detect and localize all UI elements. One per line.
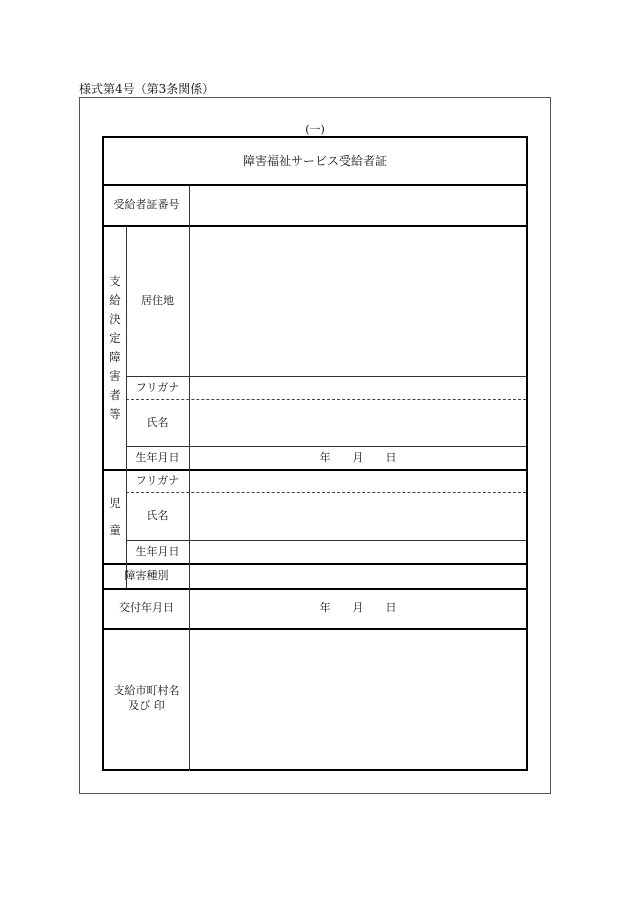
- birthdate-label: 生年月日: [135, 450, 180, 464]
- furigana-label: フリガナ: [135, 380, 180, 394]
- group-label-decided-person: 支 給 決 定 障 害 者 等: [109, 273, 121, 421]
- disability-type-label: 障害種別: [124, 568, 169, 582]
- municipality-seal-label: 支給市町村名 及び 印: [113, 684, 180, 712]
- issue-date-label: 交付年月日: [119, 601, 174, 615]
- birthdate-field: 年 月 日: [319, 450, 397, 464]
- address-label: 居住地: [141, 293, 174, 307]
- child-birthdate-label: 生年月日: [135, 544, 180, 558]
- page-number: (一): [305, 123, 325, 136]
- certificate-title: 障害福祉サービス受給者証: [242, 153, 387, 168]
- child-name-label: 氏名: [146, 509, 169, 523]
- group-label-child: 児 童: [109, 495, 121, 537]
- recipient-number-label: 受給者証番号: [113, 197, 180, 211]
- form-caption: 様式第4号（第3条関係）: [79, 82, 215, 96]
- name-label: 氏名: [146, 415, 169, 429]
- issue-date-field: 年 月 日: [319, 601, 397, 615]
- certificate-table: [102, 136, 528, 771]
- label-column-divider: [189, 185, 190, 771]
- child-furigana-label: フリガナ: [135, 473, 180, 487]
